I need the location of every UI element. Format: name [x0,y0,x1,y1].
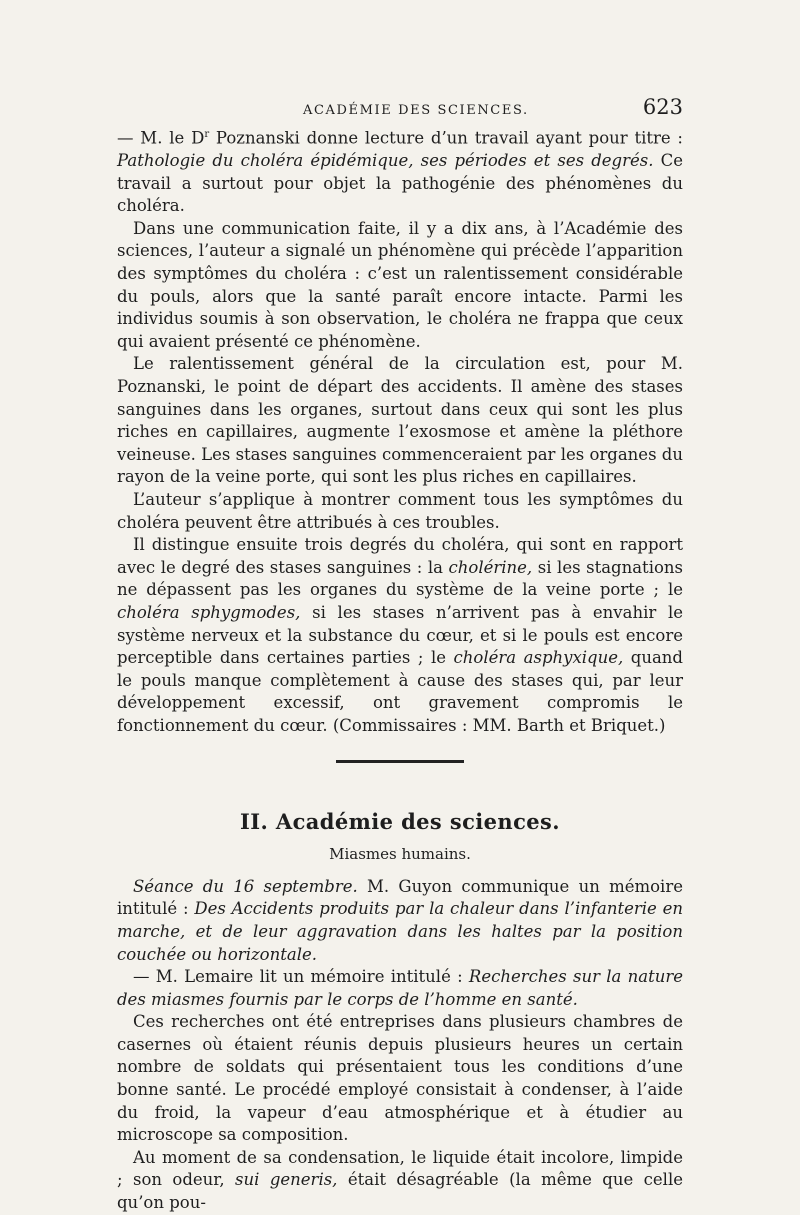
paragraph-symptomes: L’auteur s’applique à montrer comment tous les symptômes du choléra peuvent être attribués à ces troubles. [117,490,683,532]
paragraph-communication: Dans une communication faite, il y a dix ans, à l’Académie des sciences, l’auteur a signalé un phénomène qui précède l’apparition des symptômes du choléra : c’est un ralentissement considérable du pouls, alors que la santé paraît encore intacte. Parmi les individus soumis à son observation, le choléra ne frappa que ceux qui avaient présenté ce phénomène. [117,218,683,351]
section-divider [336,760,464,763]
running-title: ACADÉMIE DES SCIENCES. [303,103,529,118]
paragraph-degres: Il distingue ensuite trois degrés du choléra, qui sont en rapport avec le degré des stases sanguines : la cholérine, si les stagnations ne dépassent pas les organes du système de la veine porte ; le choléra sphygmodes, si les stases n’arrivent pas à envahir le système nerveux et la substance du cœur, et si le pouls est encore perceptible dans certaines parties ; le choléra asphyxique, quand le pouls manque complètement à cause des stases qui, par leur développement excessif, ont gravement compromis le fonctionnement du cœur. (Commissaires : MM. Barth et Briquet.) [117,535,683,735]
body-text [117,124,683,1215]
paragraph-condensation: Au moment de sa condensation, le liquide était incolore, limpide ; son odeur, sui generis, était désagréable (la même que celle qu’on pou- [117,1147,683,1213]
section-subheading: Miasmes humains. [329,845,471,864]
paragraph-seance: Séance du 16 septembre. M. Guyon communique un mémoire intitulé : Des Accidents produits par la chaleur dans l’infanterie en marche, et de leur aggravation dans les haltes par la position couchée ou horizontale. [117,876,683,964]
paragraph-ralentissement: Le ralentissement général de la circulation est, pour M. Poznanski, le point de départ des accidents. Il amène des stases sanguines dans les organes, surtout dans ceux qui sont les plus riches en capillaires, augmente l’exosmose et amène la pléthore veineuse. Les stases sanguines commenceraient par les organes du rayon de la veine porte, qui sont les plus riches en capillaires. [117,354,683,487]
section-heading: II. Académie des sciences. [240,808,560,834]
paragraph-poznanski-intro: — M. le $D^r$ Poznanski donne lecture d’un travail ayant pour titre : Pathologie du choléra épidémique, ses périodes et ses degrés. Ce travail a surtout pour objet la pathogénie des phénomènes du choléra. [117,128,683,216]
running-head [118,95,683,125]
page-number: 623 [642,95,683,119]
paragraph-lemaire: — M. Lemaire lit un mémoire intitulé : Recherches sur la nature des miasmes fournis par le corps de l’homme en santé. [117,967,683,1009]
paragraph-recherches: Ces recherches ont été entreprises dans plusieurs chambres de casernes où étaient réunis depuis plusieurs heures un certain nombre de soldats qui présentaient tous les conditions d’une bonne santé. Le procédé employé consistait à condenser, à l’aide du froid, la vapeur d’eau atmosphérique et à étudier au microscope sa composition. [117,1012,683,1145]
